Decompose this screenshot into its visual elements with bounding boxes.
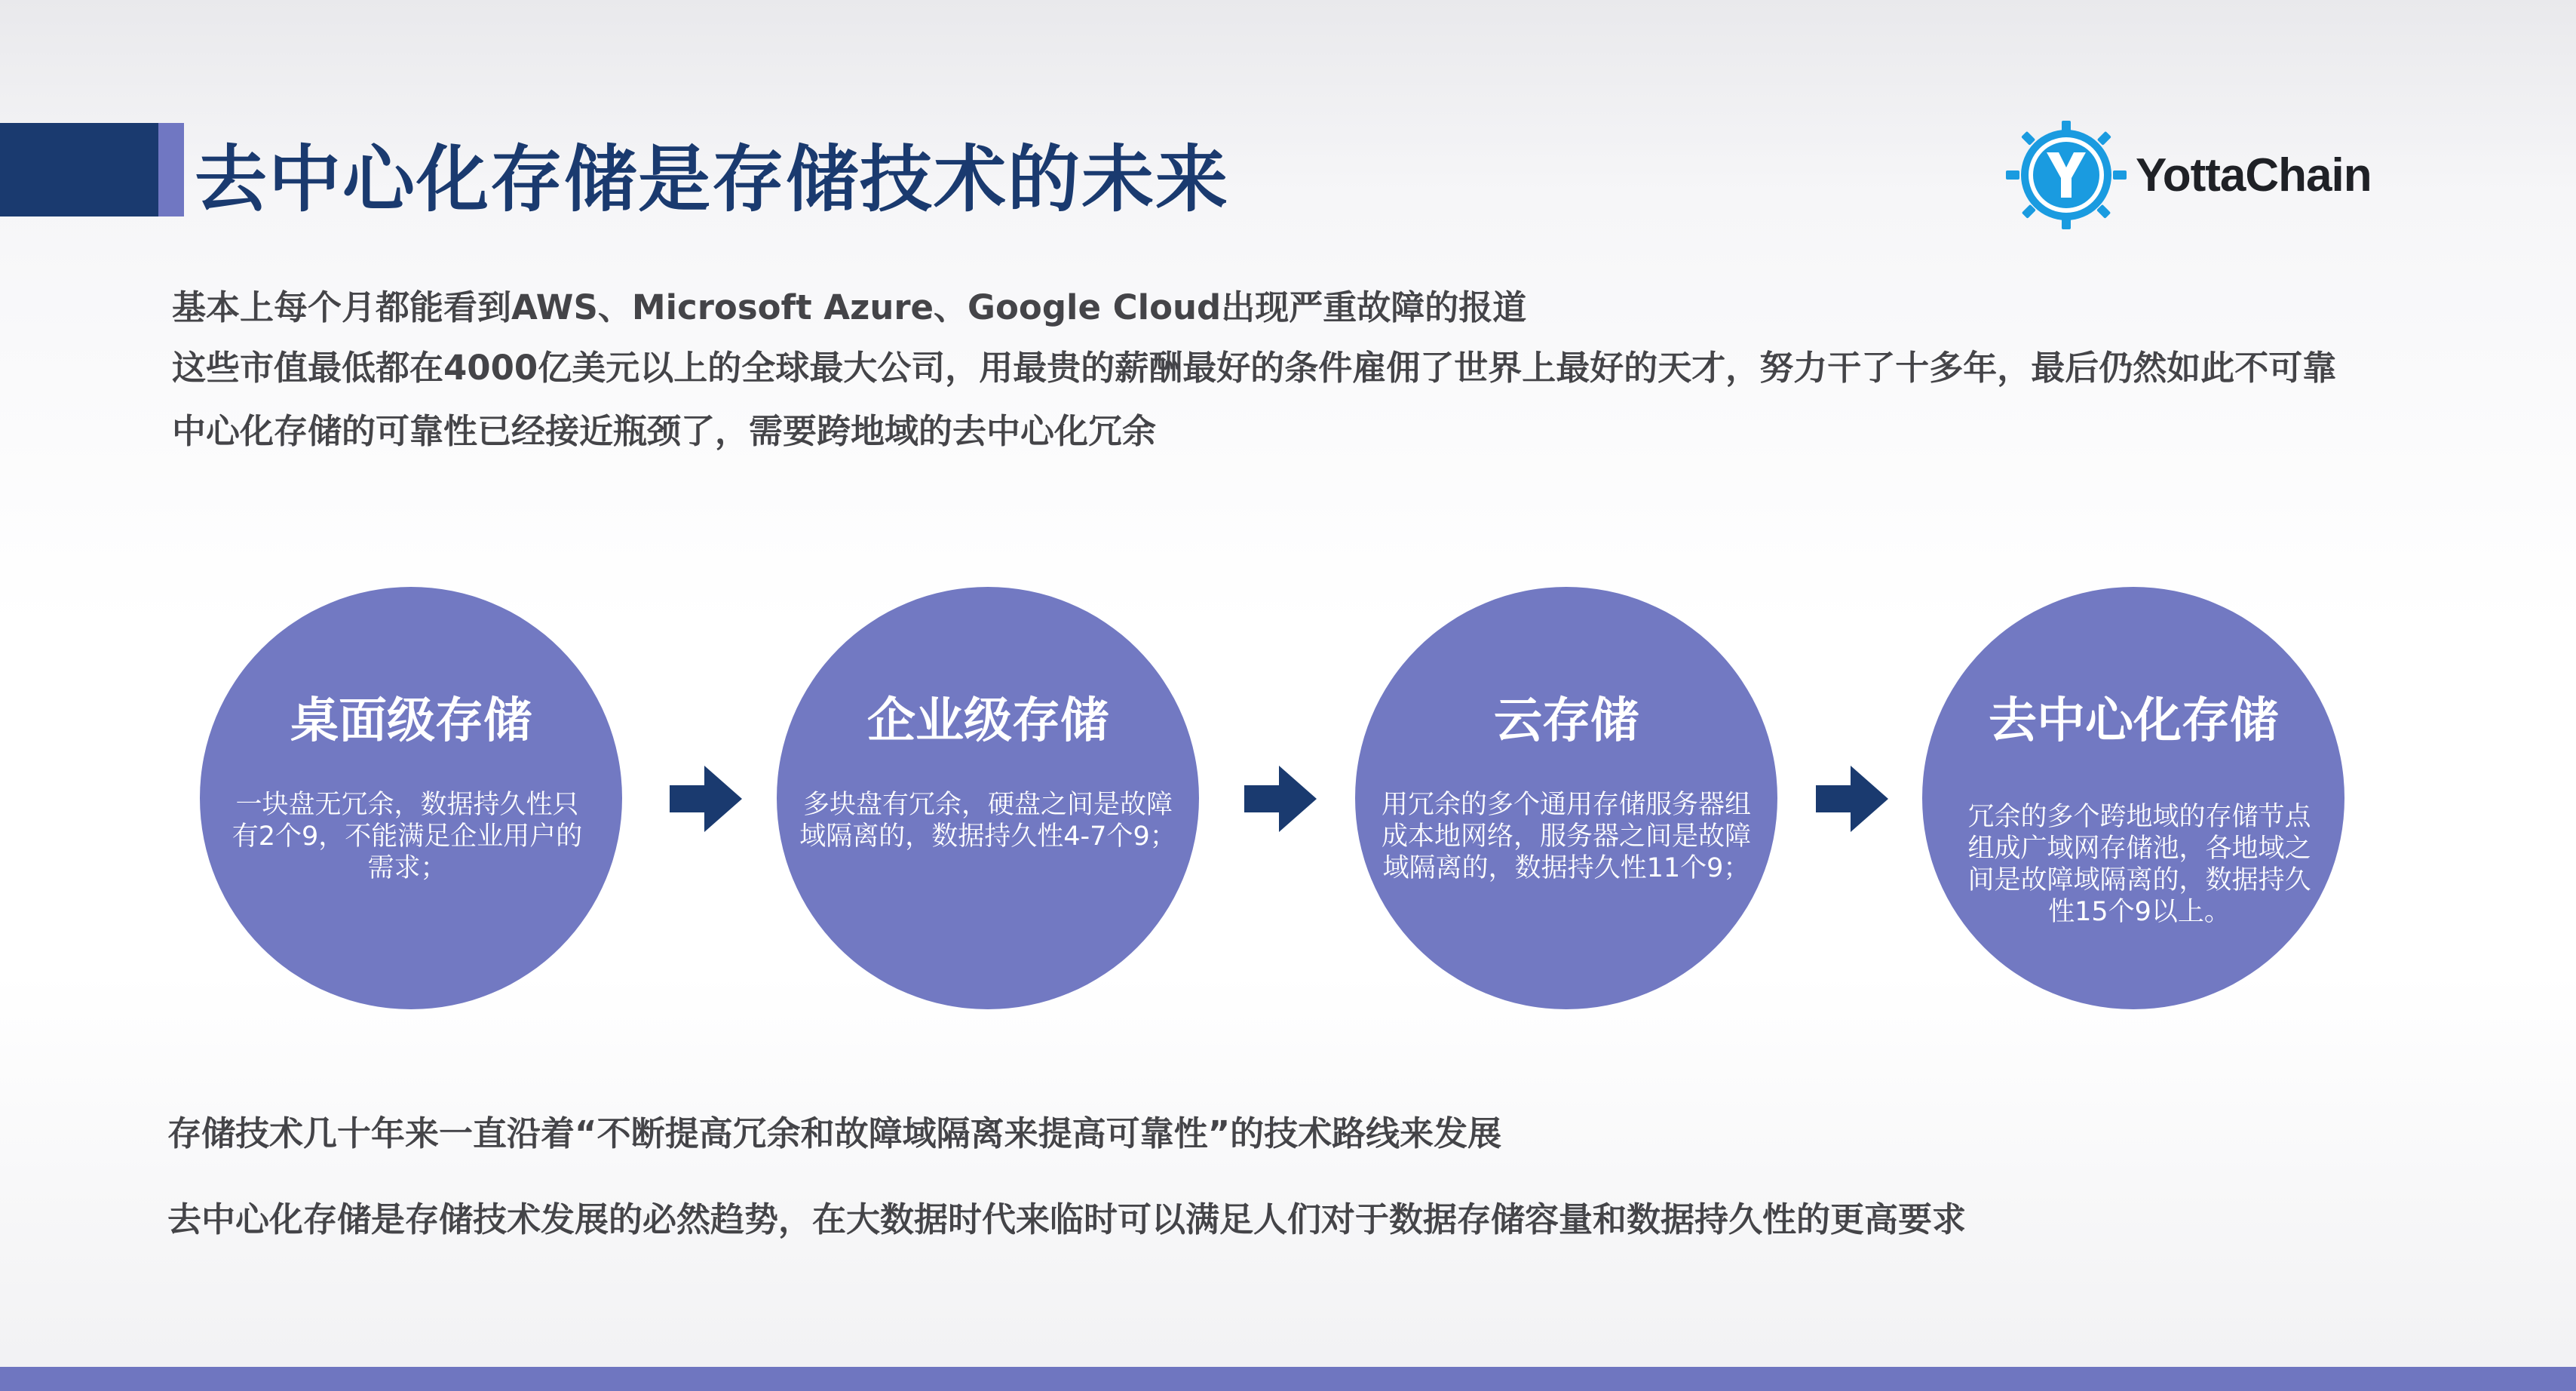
stage-title: 企业级存储	[867, 693, 1109, 749]
yottachain-y-logo-icon	[2004, 119, 2128, 231]
arrow-right-icon	[670, 763, 742, 835]
stage-title: 云存储	[1494, 693, 1639, 749]
conclusion-text-block	[167, 1113, 2354, 1241]
stage-circle-desktop-storage	[200, 587, 622, 1009]
stage-title: 桌面级存储	[290, 693, 532, 749]
title-accent-bar	[0, 123, 184, 216]
conclusion-line-1: 存储技术几十年来一直沿着“不断提高冗余和故障域隔离来提高可靠性”的技术路线来发展	[167, 1113, 1502, 1153]
stage-description: 冗余的多个跨地域的存储节点组成广域网存储池，各地域之间是故障域隔离的，数据持久性15个9以上。	[1967, 802, 2311, 927]
footer-accent-bar	[0, 1367, 2576, 1391]
intro-line-2: 这些市值最低都在4000亿美元以上的全球最大公司，用最贵的薪酬最好的条件雇佣了世界上最好的天才，努力干了十多年，最后仍然如此不可靠	[172, 348, 2337, 388]
stage-circle-cloud-storage	[1355, 587, 1777, 1009]
logo-wordmark: YottaChain	[2136, 149, 2372, 201]
slide-title: 去中心化存储是存储技术的未来	[195, 137, 1229, 222]
stage-description: 多块盘有冗余，硬盘之间是故障域隔离的，数据持久性4-7个9；	[799, 790, 1176, 852]
stage-description: 一块盘无冗余，数据持久性只有2个9，不能满足企业用户的需求；	[232, 790, 583, 883]
arrow-right-icon	[1244, 763, 1317, 835]
stage-circle-enterprise-storage	[777, 587, 1199, 1009]
conclusion-line-2: 去中心化存储是存储技术发展的必然趋势，在大数据时代来临时可以满足人们对于数据存储容量和数据持久性的更高要求	[167, 1199, 1967, 1239]
arrow-right-icon	[1816, 763, 1888, 835]
intro-line-3: 中心化存储的可靠性已经接近瓶颈了，需要跨地域的去中心化冗余	[172, 411, 1157, 451]
stage-description: 用冗余的多个通用存储服务器组成本地网络，服务器之间是故障域隔离的，数据持久性11个9；	[1381, 790, 1751, 883]
stage-circle-decentralized-storage	[1922, 587, 2344, 1009]
yottachain-logo	[2004, 119, 2372, 231]
stage-title: 去中心化存储	[1989, 693, 2278, 749]
intro-text-block	[172, 287, 2359, 453]
intro-line-1: 基本上每个月都能看到AWS、Microsoft Azure、Google Cloud出现严重故障的报道	[172, 287, 1527, 327]
